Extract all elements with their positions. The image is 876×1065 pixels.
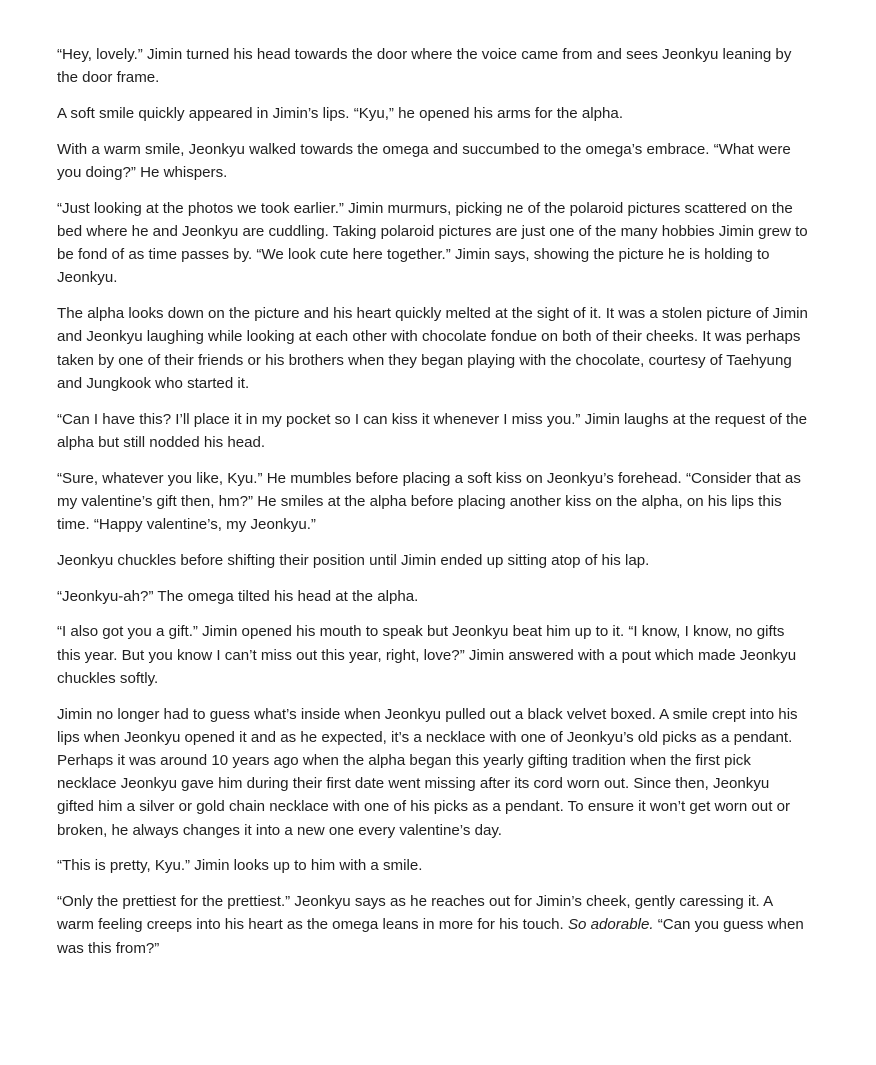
paragraph-6: “Can I have this? I’ll place it in my pocket so I can kiss it whenever I miss you.” Jimin laughs at the request of the alpha but still nodded his head. [57,410,807,451]
paragraph-11: Jimin no longer had to guess what’s inside when Jeonkyu pulled out a black velvet boxed. A smile crept into his lips when Jeonkyu opened it and as he expected, it’s a necklace with one of Jeonkyu’s old picks as a pendant. Perhaps it was around 10 years ago when the alpha began this yearly gifting tradition when the first pick necklace Jeonkyu gave him during their first date went missing after its cord worn out. Since then, Jeonkyu gifted him a silver or gold chain necklace with one of his picks as a pendant. To ensure it won’t get worn out or broken, he always changes it into a new one every valentine’s day. [57,705,798,839]
paragraph-13 [57,890,809,960]
paragraph-1: “Hey, lovely.” Jimin turned his head towards the door where the voice came from and sees Jeonkyu leaning by the door frame. [57,46,792,87]
document-page [57,43,809,972]
paragraph-9: “Jeonkyu-ah?” The omega tilted his head at the alpha. [57,587,419,605]
paragraph-3: With a warm smile, Jeonkyu walked towards the omega and succumbed to the omega’s embrace. “What were you doing?” He whispers. [57,140,791,181]
paragraph-4: “Just looking at the photos we took earlier.” Jimin murmurs, picking ne of the polaroid pictures scattered on the bed where he and Jeonkyu are cuddling. Taking polaroid pictures are just one of the many hobbies Jimin grew to be fond of as time passes by. “We look cute here together.” Jimin says, showing the picture he is holding to Jeonkyu. [57,199,808,287]
paragraph-5: The alpha looks down on the picture and his heart quickly melted at the sight of it. It was a stolen picture of Jimin and Jeonkyu laughing while looking at each other with chocolate fondue on both of their cheeks. It was perhaps taken by one of their friends or his brothers when they began playing with the chocolate, courtesy of Taehyung and Jungkook who started it. [57,305,808,392]
paragraph-2: A soft smile quickly appeared in Jimin’s lips. “Kyu,” he opened his arms for the alpha. [57,105,624,122]
paragraph-7: “Sure, whatever you like, Kyu.” He mumbles before placing a soft kiss on Jeonkyu’s forehead. “Consider that as my valentine’s gift then, hm?” He smiles at the alpha before placing another kiss on the alpha, on his lips this time. “Happy valentine’s, my Jeonkyu.” [57,469,801,534]
paragraph-12: “This is pretty, Kyu.” Jimin looks up to him with a smile. [57,857,423,875]
paragraph-8: Jeonkyu chuckles before shifting their position until Jimin ended up sitting atop of his lap. [57,551,650,569]
italic-phrase: So adorable. [567,916,654,934]
paragraph-10: “I also got you a gift.” Jimin opened his mouth to speak but Jeonkyu beat him up to it. “I know, I know, no gifts this year. But you know I can’t miss out this year, right, love?” Jimin answered with a pout which made Jeonkyu chuckles softly. [57,623,797,687]
paragraph-13-text-start: “Only the prettiest for the prettiest.” Jeonkyu says as he reaches out for Jimin’s cheek, gently caressing it. A warm feeling creeps into his heart as the omega leans in more for his touch. [57,893,773,934]
paragraph-13-text-end: “Can you guess when was this from?” [57,916,804,957]
